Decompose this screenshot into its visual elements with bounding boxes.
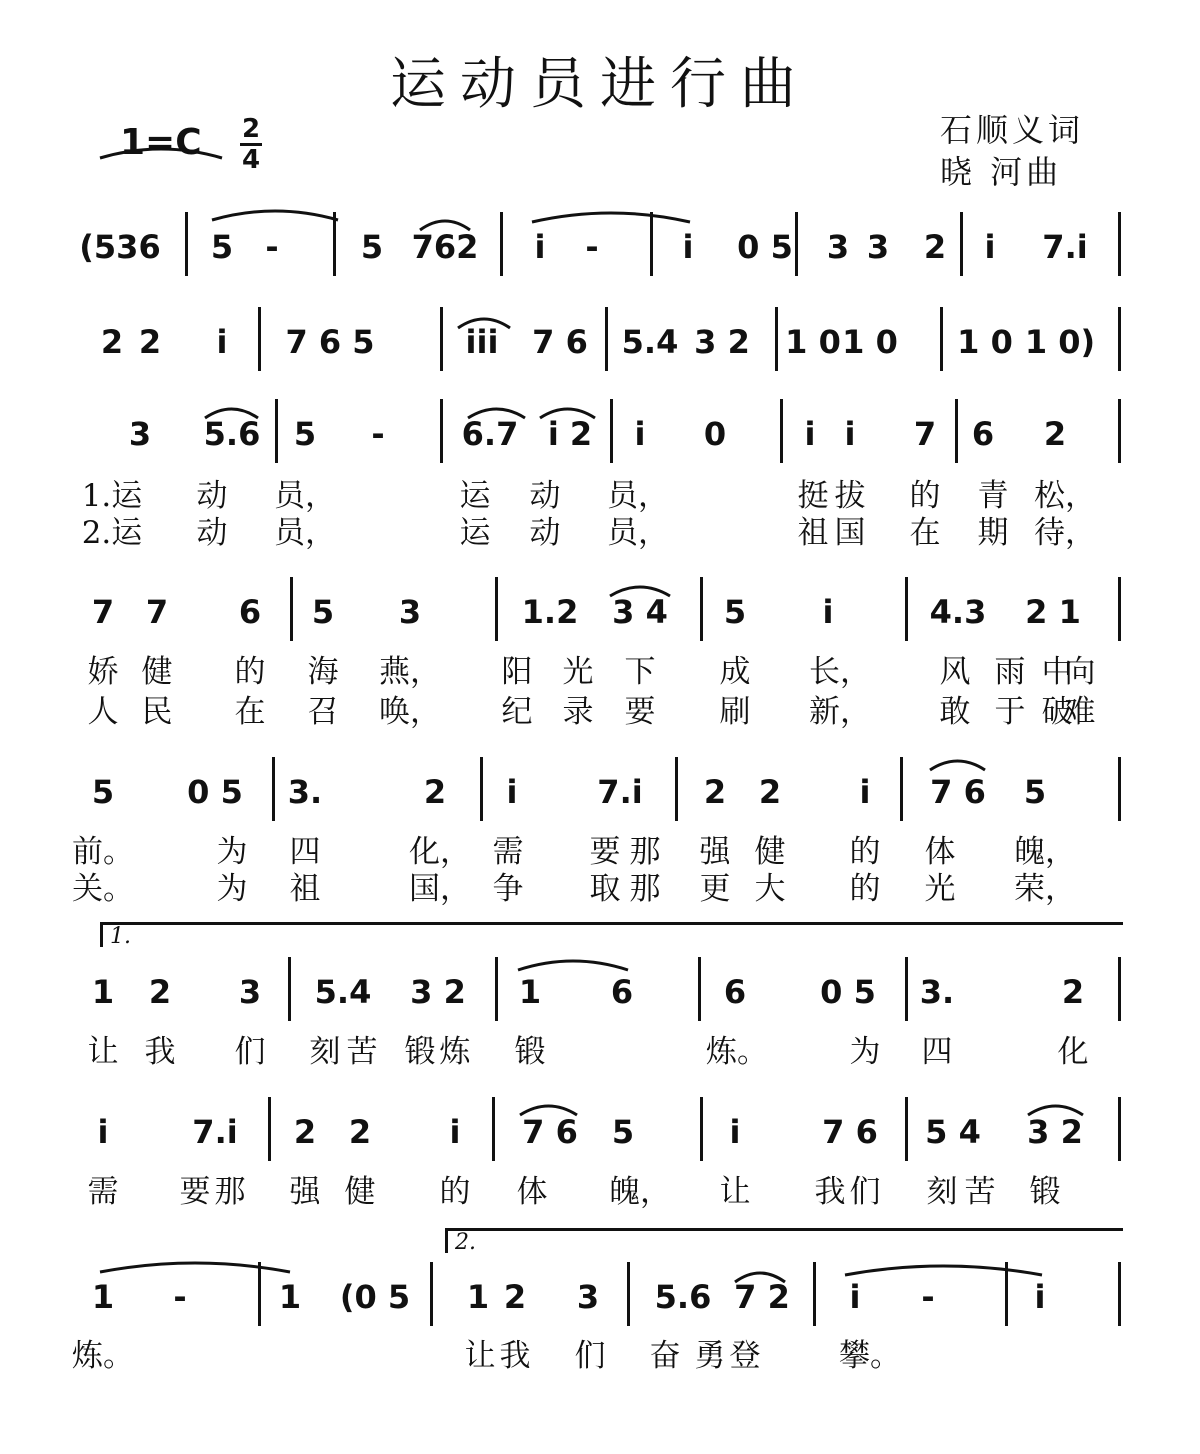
lyric-syllable: 长， [809,654,871,690]
lyric-syllable: 雨 [994,654,1026,690]
lyric-syllable: 们 [234,1034,266,1070]
jianpu-note: 6 [723,973,747,1011]
jianpu-note: i [506,773,518,811]
jianpu-note: 0 5 [820,973,876,1011]
lyric-syllable: 员， [607,515,669,551]
slur-arc [458,319,510,328]
jianpu-note: 2 [923,228,947,266]
lyric-syllable: 录 [562,694,594,730]
lyric-syllable: 海 [307,654,339,690]
lyric-syllable: 破 [1041,694,1073,730]
lyric-syllable: 要 [179,1174,211,1210]
key-signature: 1=C [120,122,202,163]
jianpu-note: 0 5 [187,773,243,811]
slur-arc [735,1273,785,1282]
jianpu-note: - [173,1278,187,1316]
slur-arc [100,1263,290,1272]
lyric-syllable: 炼 [439,1034,471,1070]
jianpu-note: i [534,228,546,266]
jianpu-note: 7.i [192,1113,238,1151]
jianpu-note: 3 [826,228,850,266]
jianpu-note: 4.3 [929,593,987,631]
jianpu-note: 7 [91,593,115,631]
lyric-syllable: 纪 [501,694,533,730]
lyric-syllable: 魄， [609,1174,671,1210]
lyric-syllable: 奋 [649,1338,681,1374]
jianpu-note: 6 [971,415,995,453]
slur-arc [212,211,338,220]
lyric-syllable: 的 [849,834,881,870]
jianpu-note: 7 6 [930,773,986,811]
jianpu-note: 2 [348,1113,372,1151]
jianpu-note: 7 2 [734,1278,790,1316]
lyric-syllable: 员， [607,478,669,514]
jianpu-note: 5 [311,593,335,631]
jianpu-note: 5 4 [925,1113,981,1151]
lyric-syllable: 为 [849,1034,881,1070]
lyric-syllable: 祖 [289,871,321,907]
jianpu-note: 6.7 [461,415,519,453]
lyric-syllable: 动 [196,478,228,514]
lyric-syllable: 健 [344,1174,376,1210]
lyric-syllable: 难 [1064,694,1096,730]
jianpu-note: 1 0 [842,323,898,361]
jianpu-note: 5 [293,415,317,453]
jianpu-note: 5 [611,1113,635,1151]
jianpu-note: 2 [1061,973,1085,1011]
lyric-syllable: 的 [849,871,881,907]
lyric-syllable: 锻 [514,1034,546,1070]
lyricist-credit: 石顺义词 [940,111,1085,149]
jianpu-note: - [921,1278,935,1316]
jianpu-note: 762 [411,228,479,266]
lyric-syllable: 敢 [939,694,971,730]
lyric-syllable: 国 [834,515,866,551]
lyric-syllable: 的 [234,654,266,690]
lyric-syllable: 期 [977,515,1009,551]
jianpu-note: i [449,1113,461,1151]
lyric-syllable: 为 [216,834,248,870]
lyric-syllable: 拔 [834,478,866,514]
lyric-syllable: 关。 [72,871,134,907]
slur-arc [468,409,525,418]
lyric-syllable: 我 [144,1034,176,1070]
jianpu-note: 7 [145,593,169,631]
lyric-syllable: 的 [909,478,941,514]
jianpu-note: i [849,1278,861,1316]
lyric-syllable: 攀。 [839,1338,901,1374]
lyric-syllable: 让 [464,1338,496,1374]
lyric-syllable: 锻 [1029,1174,1061,1210]
lyric-syllable: 们 [849,1174,881,1210]
page-title: 运动员进行曲 [390,52,810,117]
jianpu-note: 2 [703,773,727,811]
jianpu-note: 1 0) [1024,323,1096,361]
jianpu-note: i [804,415,816,453]
jianpu-note: 1 [91,973,115,1011]
lyric-syllable: 更 [699,871,731,907]
lyric-syllable: 大 [754,871,786,907]
jianpu-note: i [844,415,856,453]
jianpu-note: - [585,228,599,266]
jianpu-note: 5.6 [654,1278,712,1316]
jianpu-note: 2 [503,1278,527,1316]
jianpu-note: 0 [703,415,727,453]
lyric-syllable: 召 [307,694,339,730]
lyric-syllable: 前。 [72,834,134,870]
lyric-syllable: 唤， [379,694,441,730]
jianpu-note: (536 [79,228,161,266]
jianpu-note: 5.4 [314,973,372,1011]
jianpu-note: 2 [148,973,172,1011]
jianpu-note: i [859,773,871,811]
slur-arc [100,149,222,158]
lyric-syllable: 光 [562,654,594,690]
slur-arc [845,1266,1042,1275]
jianpu-note: 6 [238,593,262,631]
jianpu-note: 1 [518,973,542,1011]
jianpu-note: 3 [128,415,152,453]
jianpu-note: 3. [287,773,323,811]
jianpu-note: 3 [238,973,262,1011]
jianpu-note: 7.i [597,773,643,811]
jianpu-note: 2 [100,323,124,361]
lyric-syllable: 刻 [926,1174,958,1210]
jianpu-note: 7 6 [532,323,588,361]
lyric-syllable: 让 [719,1174,751,1210]
jianpu-note: 7 6 [522,1113,578,1151]
composer-credit: 晓 河曲 [940,153,1063,191]
lyric-syllable: 娇 [87,654,119,690]
lyric-syllable: 刻 [309,1034,341,1070]
lyric-syllable: 员， [274,515,336,551]
jianpu-note: 7 6 [822,1113,878,1151]
jianpu-note: i [729,1113,741,1151]
lyric-syllable: 运 [459,515,491,551]
slur-arc [540,409,595,418]
jianpu-note: i [1034,1278,1046,1316]
jianpu-note: 7 [913,415,937,453]
slur-arc [1028,1106,1083,1115]
volta-label: 2. [455,1230,476,1255]
lyric-syllable: 国， [409,871,471,907]
lyric-syllable: 光 [924,871,956,907]
lyric-syllable: 待， [1034,515,1096,551]
jianpu-note: 1 0 [957,323,1013,361]
slur-arc [610,587,670,596]
jianpu-note: 3 [576,1278,600,1316]
volta-label: 1. [110,924,131,949]
jianpu-note: i [984,228,996,266]
slur-arc [532,213,690,222]
lyric-syllable: 那 [214,1174,246,1210]
jianpu-note: 1 [278,1278,302,1316]
jianpu-note: 1 0 [785,323,841,361]
lyric-syllable: 下 [624,654,656,690]
lyric-syllable: 祖 [797,515,829,551]
lyric-syllable: 要 [624,694,656,730]
jianpu-note: 5.6 [203,415,261,453]
lyric-syllable: 风 [939,654,971,690]
lyric-syllable: 在 [909,515,941,551]
jianpu-note: 1.2 [521,593,579,631]
jianpu-note: 3 4 [612,593,668,631]
jianpu-note: 5 [360,228,384,266]
lyric-syllable: 人 [87,694,119,730]
lyric-syllable: 动 [529,515,561,551]
jianpu-note: 5 [210,228,234,266]
lyric-syllable: 那 [629,871,661,907]
jianpu-note: 3 2 [694,323,750,361]
lyric-syllable: 体 [924,834,956,870]
lyric-syllable: 的 [439,1174,471,1210]
jianpu-note: 1 [466,1278,490,1316]
lyric-syllable: 体 [516,1174,548,1210]
jianpu-note: iii [465,323,499,361]
jianpu-note: 2 [423,773,447,811]
lyric-syllable: 健 [141,654,173,690]
jianpu-note: i [822,593,834,631]
jianpu-note: 3 2 [410,973,466,1011]
lyric-syllable: 员， [274,478,336,514]
lyric-syllable: 1.运 [81,478,143,514]
lyric-syllable: 松， [1034,478,1096,514]
lyric-syllable: 争 [492,871,524,907]
lyric-syllable: 需 [87,1174,119,1210]
lyric-syllable: 们 [574,1338,606,1374]
lyric-syllable: 魄， [1014,834,1076,870]
lyric-syllable: 需 [492,834,524,870]
lyric-syllable: 新， [809,694,871,730]
lyric-syllable: 四 [921,1034,953,1070]
lyric-syllable: 健 [754,834,786,870]
lyric-syllable: 燕， [379,654,441,690]
jianpu-note: 5 [723,593,747,631]
lyric-syllable: 苦 [964,1174,996,1210]
lyric-syllable: 于 [994,694,1026,730]
lyric-syllable: 我 [814,1174,846,1210]
lyric-syllable: 成 [719,654,751,690]
jianpu-note: 2 [138,323,162,361]
lyric-syllable: 要 [589,834,621,870]
lyric-syllable: 登 [729,1338,761,1374]
jianpu-note: i [682,228,694,266]
lyric-syllable: 四 [289,834,321,870]
lyric-syllable: 在 [234,694,266,730]
slur-arc [420,221,470,230]
jianpu-note: 7.i [1042,228,1088,266]
jianpu-note: 2 [293,1113,317,1151]
lyric-syllable: 那 [629,834,661,870]
lyric-syllable: 2.运 [81,515,143,551]
lyric-syllable: 锻 [404,1034,436,1070]
lyric-syllable: 刷 [719,694,751,730]
lyric-syllable: 炼。 [706,1034,768,1070]
lyric-syllable: 荣， [1014,871,1076,907]
slur-arc [520,1106,577,1115]
jianpu-note: 1 [91,1278,115,1316]
jianpu-note: i [97,1113,109,1151]
lyric-syllable: 勇 [694,1338,726,1374]
lyric-syllable: 取 [589,871,621,907]
lyric-syllable: 化 [1057,1034,1089,1070]
jianpu-note: 2 [758,773,782,811]
jianpu-note: - [265,228,279,266]
jianpu-note: i 2 [547,415,593,453]
slur-arc [518,961,628,970]
lyric-syllable: 挺 [797,478,829,514]
lyric-syllable: 让 [87,1034,119,1070]
jianpu-note: i [216,323,228,361]
lyric-syllable: 苦 [346,1034,378,1070]
slur-arc [205,409,258,418]
jianpu-note: 5.4 [621,323,679,361]
lyric-syllable: 化， [409,834,471,870]
jianpu-note: 3. [919,973,955,1011]
lyric-syllable: 青 [977,478,1009,514]
lyric-syllable: 我 [499,1338,531,1374]
lyric-syllable: 炼。 [72,1338,134,1374]
meter-top: 2 [242,114,261,144]
jianpu-note: 2 1 [1025,593,1081,631]
lyric-syllable: 动 [529,478,561,514]
jianpu-note: - [371,415,385,453]
lyric-syllable: 民 [141,694,173,730]
lyric-syllable: 阳 [501,654,533,690]
meter-bottom: 4 [242,145,261,175]
jianpu-note: 5 [91,773,115,811]
lyric-syllable: 强 [699,834,731,870]
lyric-syllable: 动 [196,515,228,551]
jianpu-note: 3 [866,228,890,266]
jianpu-note: i [634,415,646,453]
jianpu-note: 3 2 [1027,1113,1083,1151]
jianpu-note: 6 [610,973,634,1011]
lyric-syllable: 运 [459,478,491,514]
lyric-syllable: 强 [289,1174,321,1210]
lyric-syllable: 向 [1064,654,1096,690]
lyric-syllable: 为 [216,871,248,907]
jianpu-note: 7 6 5 [285,323,375,361]
jianpu-note: 2 [1043,415,1067,453]
jianpu-note: (0 5 [339,1278,411,1316]
jianpu-note: 5 [1023,773,1047,811]
slur-arc [930,761,985,770]
jianpu-note: 3 [398,593,422,631]
jianpu-note: 0 5 [737,228,793,266]
lyric-syllable: 中 [1041,654,1073,690]
